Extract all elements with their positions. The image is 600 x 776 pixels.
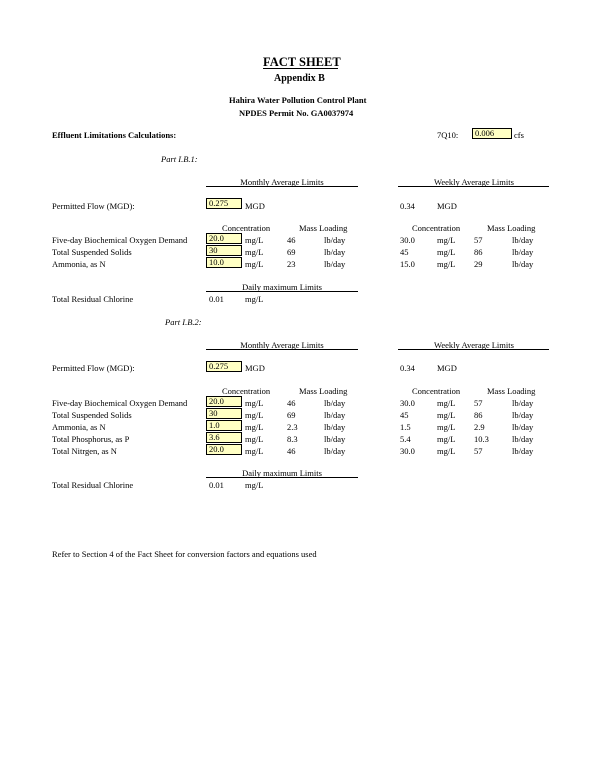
- weekly-conc-value: 5.4: [400, 434, 411, 444]
- conc-unit: mg/L: [245, 259, 264, 269]
- mass-unit: lb/day: [512, 446, 534, 456]
- mass-value: 69: [287, 247, 296, 257]
- part2-chlorine-label: Total Residual Chlorine: [52, 480, 134, 490]
- part1-monthly-rule: [206, 186, 358, 187]
- weekly-conc-value: 45: [400, 410, 409, 420]
- part2-daily-rule: [206, 477, 358, 478]
- conc-unit: mg/L: [245, 294, 264, 304]
- mass-value: 46: [287, 446, 296, 456]
- conc-unit: mg/L: [245, 480, 264, 490]
- table-row-param: Ammonia, as N: [52, 259, 106, 269]
- weekly-mass-value: 57: [474, 235, 483, 245]
- weekly-mass-value: 86: [474, 247, 483, 257]
- part2-monthly-header: Monthly Average Limits: [240, 340, 324, 350]
- page-title: FACT SHEET: [263, 55, 341, 69]
- part1-monthly-flow-input[interactable]: 0.275: [206, 198, 242, 209]
- conc-unit: mg/L: [245, 446, 264, 456]
- table-row-param: Ammonia, as N: [52, 422, 106, 432]
- mass-value: 2.3: [287, 422, 298, 432]
- page-subtitle: Appendix B: [274, 73, 325, 84]
- part2-m-mass-header: Mass Loading: [299, 386, 348, 396]
- part1-m-mass-header: Mass Loading: [299, 223, 348, 233]
- conc-unit: mg/L: [437, 235, 456, 245]
- part1-weekly-header: Weekly Average Limits: [434, 177, 514, 187]
- mass-unit: lb/day: [324, 259, 346, 269]
- part1-tss-conc-input[interactable]: 30: [206, 245, 242, 256]
- part2-weekly-header: Weekly Average Limits: [434, 340, 514, 350]
- part2-bod-conc-input[interactable]: 20.0: [206, 396, 242, 407]
- conc-unit: mg/L: [245, 398, 264, 408]
- part2-weekly-flow-unit: MGD: [437, 363, 457, 373]
- part1-w-conc-header: Concentration: [412, 223, 461, 233]
- weekly-conc-value: 30.0: [400, 398, 415, 408]
- part2-nitrogen-conc-input[interactable]: 20.0: [206, 444, 242, 455]
- part2-monthly-flow-unit: MGD: [245, 363, 265, 373]
- conc-unit: mg/L: [245, 247, 264, 257]
- mass-unit: lb/day: [324, 410, 346, 420]
- weekly-mass-value: 10.3: [474, 434, 489, 444]
- part2-daily-header: Daily maximum Limits: [242, 468, 322, 478]
- weekly-mass-value: 57: [474, 398, 483, 408]
- conc-unit: mg/L: [245, 235, 264, 245]
- table-row-param: Total Phosphorus, as P: [52, 434, 130, 444]
- part1-bod-conc-input[interactable]: 20.0: [206, 233, 242, 244]
- part2-w-conc-header: Concentration: [412, 386, 461, 396]
- conc-unit: mg/L: [437, 259, 456, 269]
- table-row-param: Total Suspended Solids: [52, 410, 132, 420]
- part1-w-mass-header: Mass Loading: [487, 223, 536, 233]
- part1-ammonia-conc-input[interactable]: 10.0: [206, 257, 242, 268]
- mass-unit: lb/day: [324, 422, 346, 432]
- mass-unit: lb/day: [324, 398, 346, 408]
- conc-unit: mg/L: [437, 247, 456, 257]
- mass-unit: lb/day: [512, 422, 534, 432]
- part2-m-conc-header: Concentration: [222, 386, 271, 396]
- part2-phosphorus-conc-input[interactable]: 3.6: [206, 432, 242, 443]
- conc-unit: mg/L: [245, 434, 264, 444]
- part2-weekly-rule: [398, 349, 549, 350]
- conc-unit: mg/L: [437, 398, 456, 408]
- weekly-conc-value: 30.0: [400, 446, 415, 456]
- weekly-mass-value: 86: [474, 410, 483, 420]
- mass-unit: lb/day: [512, 235, 534, 245]
- q710-unit: cfs: [514, 130, 524, 140]
- mass-unit: lb/day: [324, 247, 346, 257]
- mass-value: 46: [287, 398, 296, 408]
- q710-input[interactable]: 0.006: [472, 128, 512, 139]
- table-row-param: Total Nitrgen, as N: [52, 446, 117, 456]
- title-underline: [263, 68, 338, 69]
- mass-value: 46: [287, 235, 296, 245]
- part1-weekly-rule: [398, 186, 549, 187]
- mass-unit: lb/day: [512, 398, 534, 408]
- part1-daily-header: Daily maximum Limits: [242, 282, 322, 292]
- conc-unit: mg/L: [437, 410, 456, 420]
- conc-unit: mg/L: [437, 434, 456, 444]
- part1-weekly-flow-unit: MGD: [437, 201, 457, 211]
- table-row-param: Total Suspended Solids: [52, 247, 132, 257]
- part2-flow-label: Permitted Flow (MGD):: [52, 363, 135, 373]
- part2-weekly-flow: 0.34: [400, 363, 415, 373]
- footer-note: Refer to Section 4 of the Fact Sheet for conversion factors and equations used: [52, 549, 317, 559]
- permit-number: NPDES Permit No. GA0037974: [239, 108, 354, 118]
- calc-label: Effluent Limitations Calculations:: [52, 130, 177, 140]
- weekly-conc-value: 30.0: [400, 235, 415, 245]
- part1-weekly-flow: 0.34: [400, 201, 415, 211]
- part1-chlorine-label: Total Residual Chlorine: [52, 294, 134, 304]
- part1-monthly-flow-unit: MGD: [245, 201, 265, 211]
- part2-ammonia-conc-input[interactable]: 1.0: [206, 420, 242, 431]
- mass-value: 69: [287, 410, 296, 420]
- weekly-mass-value: 29: [474, 259, 483, 269]
- mass-unit: lb/day: [512, 247, 534, 257]
- part1-chlorine-value: 0.01: [209, 294, 224, 304]
- part2-monthly-flow-input[interactable]: 0.275: [206, 361, 242, 372]
- conc-unit: mg/L: [245, 410, 264, 420]
- mass-unit: lb/day: [512, 259, 534, 269]
- part1-label: Part I.B.1:: [161, 154, 198, 164]
- mass-unit: lb/day: [324, 446, 346, 456]
- q710-label: 7Q10:: [437, 130, 459, 140]
- part2-label: Part I.B.2:: [165, 317, 202, 327]
- conc-unit: mg/L: [437, 422, 456, 432]
- table-row-param: Five-day Biochemical Oxygen Demand: [52, 235, 188, 245]
- weekly-conc-value: 45: [400, 247, 409, 257]
- weekly-mass-value: 57: [474, 446, 483, 456]
- part1-m-conc-header: Concentration: [222, 223, 271, 233]
- part1-daily-rule: [206, 291, 358, 292]
- mass-unit: lb/day: [512, 410, 534, 420]
- weekly-conc-value: 1.5: [400, 422, 411, 432]
- part2-chlorine-value: 0.01: [209, 480, 224, 490]
- part2-monthly-rule: [206, 349, 358, 350]
- part2-w-mass-header: Mass Loading: [487, 386, 536, 396]
- mass-value: 23: [287, 259, 296, 269]
- table-row-param: Five-day Biochemical Oxygen Demand: [52, 398, 188, 408]
- conc-unit: mg/L: [437, 446, 456, 456]
- mass-unit: lb/day: [324, 434, 346, 444]
- part2-tss-conc-input[interactable]: 30: [206, 408, 242, 419]
- mass-unit: lb/day: [512, 434, 534, 444]
- mass-value: 8.3: [287, 434, 298, 444]
- weekly-conc-value: 15.0: [400, 259, 415, 269]
- part1-flow-label: Permitted Flow (MGD):: [52, 201, 135, 211]
- part1-monthly-header: Monthly Average Limits: [240, 177, 324, 187]
- conc-unit: mg/L: [245, 422, 264, 432]
- mass-unit: lb/day: [324, 235, 346, 245]
- weekly-mass-value: 2.9: [474, 422, 485, 432]
- plant-name: Hahira Water Pollution Control Plant: [229, 95, 367, 105]
